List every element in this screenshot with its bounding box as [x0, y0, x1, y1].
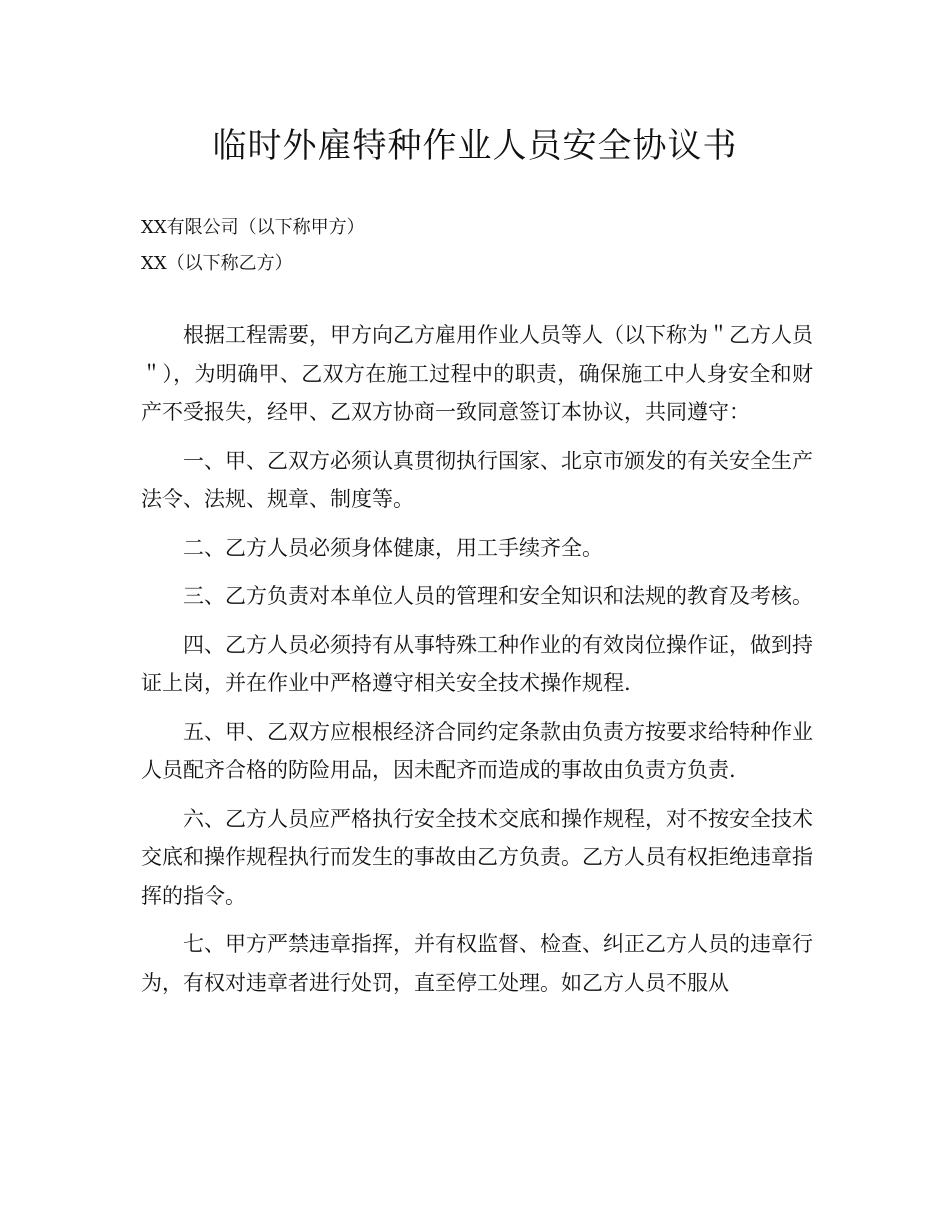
clause-1-paragraph: 一、甲、乙双方必须认真贯彻执行国家、北京市颁发的有关安全生产法令、法规、规章、制度等。 — [141, 448, 813, 511]
party-a-line: XX有限公司（以下称甲方） — [141, 217, 365, 238]
clause-6-paragraph: 六、乙方人员应严格执行安全技术交底和操作规程，对不按安全技术交底和操作规程执行而发生的事故由乙方负责。乙方人员有权拒绝违章指挥的指令。 — [141, 806, 813, 908]
preamble-paragraph: 根据工程需要，甲方向乙方雇用作业人员等人（以下称为＂乙方人员＂），为明确甲、乙双方在施工过程中的职责，确保施工中人身安全和财产不受报失，经甲、乙双方协商一致同意签订本协议，共同遵守： — [141, 323, 813, 424]
clause-4-paragraph: 四、乙方人员必须持有从事特殊工种作业的有效岗位操作证，做到持证上岗，并在作业中严格遵守相关安全技术操作规程. — [141, 632, 813, 695]
clause-5-paragraph: 五、甲、乙双方应根根经济合同约定条款由负责方按要求给特种作业人员配齐合格的防险用品，因未配齐而造成的事故由负责方负责. — [141, 719, 813, 782]
document-body — [141, 316, 813, 1012]
clause-3-paragraph: 三、乙方负责对本单位人员的管理和安全知识和法规的教育及考核。 — [183, 584, 813, 608]
clause-7-paragraph: 七、甲方严禁违章指挥，并有权监督、检查、纠正乙方人员的违章行为，有权对违章者进行处罚，直至停工处理。如乙方人员不服从 — [141, 932, 813, 995]
document-title: 临时外雇特种作业人员安全协议书 — [212, 126, 738, 166]
party-b-line: XX（以下称乙方） — [141, 253, 293, 274]
clause-2-paragraph: 二、乙方人员必须身体健康，用工手续齐全。 — [183, 535, 603, 560]
